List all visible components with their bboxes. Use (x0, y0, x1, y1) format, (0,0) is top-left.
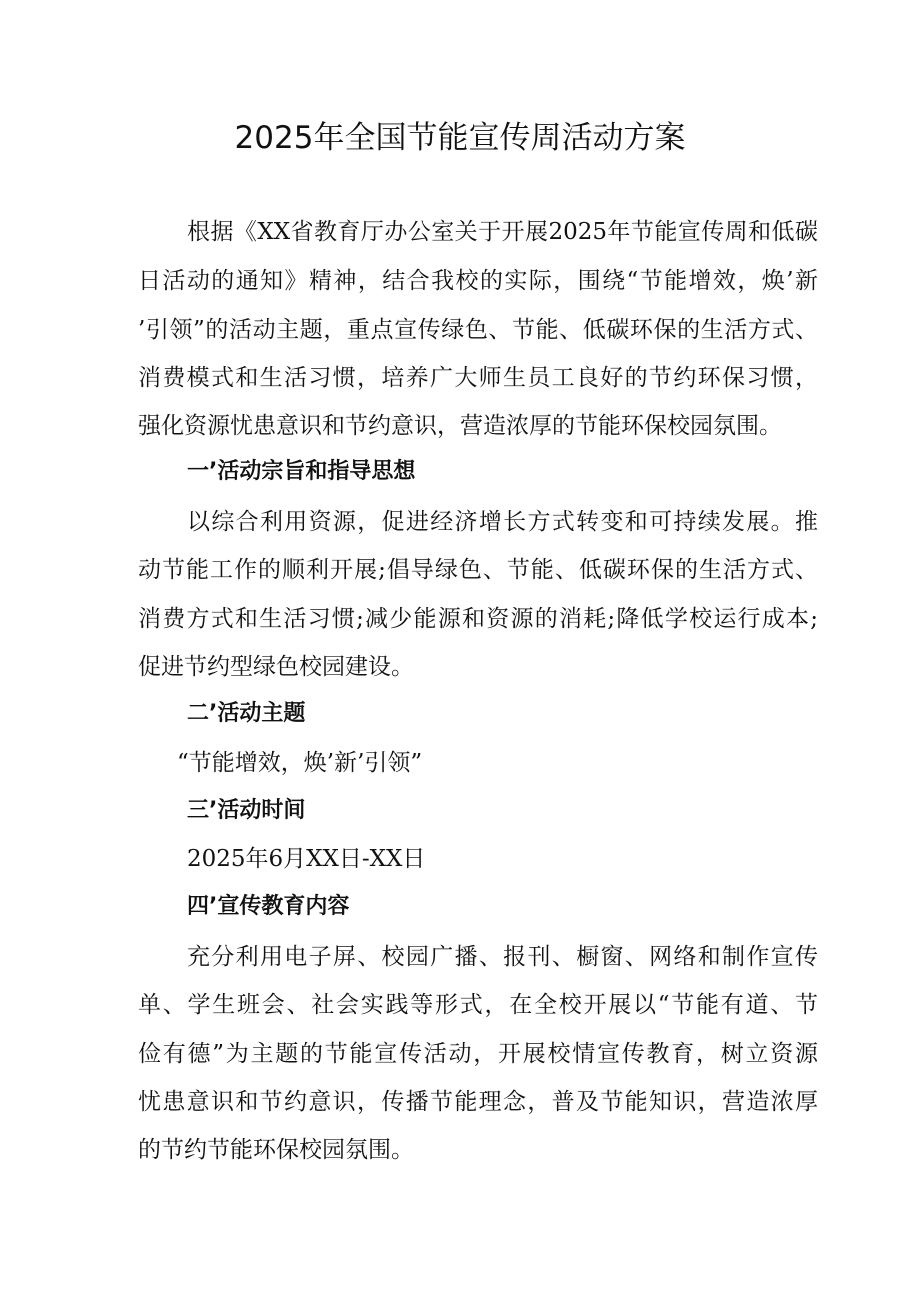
paragraph-line: 单、学生班会、社会实践等形式，在全校开展以“节能有道、节 (138, 992, 818, 1018)
document-title: 2025年全国节能宣传周活动方案 (234, 120, 686, 156)
section-heading-time: 三’活动时间 (187, 798, 306, 823)
paragraph-line: 俭有德”为主题的节能宣传活动，开展校情宣传教育，树立资源 (138, 1041, 818, 1067)
paragraph-line: 消费方式和生活习惯;减少能源和资源的消耗;降低学校运行成本; (138, 606, 818, 632)
paragraph-line: 消费模式和生活习惯，培养广大师生员工良好的节约环保习惯， (138, 365, 818, 391)
section-heading-purpose: 一’活动宗旨和指导思想 (187, 459, 416, 484)
paragraph-line: 以综合利用资源，促进经济增长方式转变和可持续发展。推 (187, 509, 818, 535)
section-heading-content: 四’宣传教育内容 (187, 894, 350, 919)
paragraph-line: 的节约节能环保校园氛围。 (138, 1137, 414, 1163)
paragraph-line: ’引领”的活动主题，重点宣传绿色、节能、低碳环保的生活方式、 (138, 317, 818, 343)
paragraph-line: 根据《XX省教育厅办公室关于开展2025年节能宣传周和低碳 (187, 219, 818, 245)
paragraph-line: 动节能工作的顺利开展;倡导绿色、节能、低碳环保的生活方式、 (138, 557, 818, 583)
paragraph-line: 忧患意识和节约意识，传播节能理念，普及节能知识，营造浓厚 (138, 1089, 818, 1115)
section-heading-theme: 二’活动主题 (187, 701, 306, 726)
activity-date: 2025年6月XX日-XX日 (187, 846, 426, 872)
paragraph-line: 日活动的通知》精神，结合我校的实际，围绕“节能增效，焕’新 (138, 268, 818, 294)
theme-text: “节能增效，焕’新’引领” (177, 750, 423, 776)
paragraph-line: 强化资源忧患意识和节约意识，营造浓厚的节能环保校园氛围。 (138, 413, 782, 439)
paragraph-line: 充分利用电子屏、校园广播、报刊、橱窗、网络和制作宣传 (187, 944, 818, 970)
paragraph-line: 促进节约型绿色校园建设。 (138, 654, 414, 680)
